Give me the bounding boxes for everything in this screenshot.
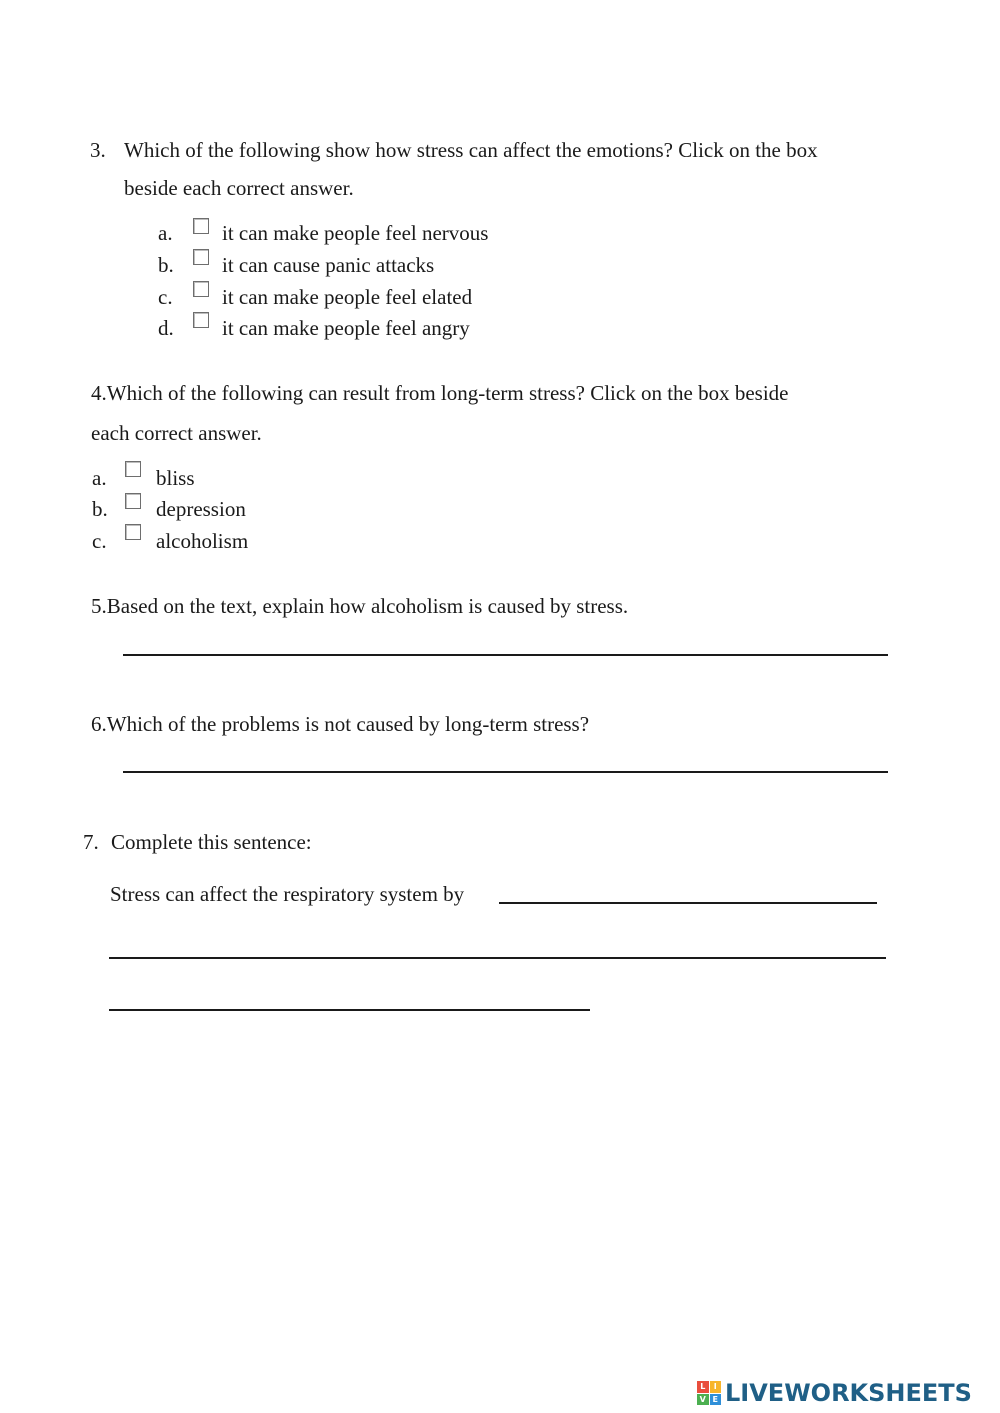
brand-name: LIVEWORKSHEETS bbox=[725, 1379, 972, 1407]
liveworksheets-logo bbox=[697, 1377, 972, 1409]
q4-option-text: bliss bbox=[156, 466, 195, 490]
q4-prompt-line2: each correct answer. bbox=[91, 421, 262, 445]
q3-option-text: it can make people feel angry bbox=[222, 316, 470, 340]
q4-option-text: alcoholism bbox=[156, 529, 249, 553]
q4-checkbox-c[interactable] bbox=[125, 524, 141, 540]
q3-option-text: it can make people feel elated bbox=[222, 285, 473, 309]
q3-option-text: it can make people feel nervous bbox=[222, 221, 489, 245]
logo-letter: L bbox=[697, 1381, 709, 1393]
q7-number: 7. bbox=[83, 830, 99, 854]
q7-answer-line-3[interactable] bbox=[109, 1009, 590, 1011]
q6-prompt: 6.Which of the problems is not caused by long-term stress? bbox=[91, 712, 590, 736]
logo-letter: E bbox=[710, 1394, 722, 1406]
logo-letter: V bbox=[697, 1394, 709, 1406]
q3-option-letter: b. bbox=[158, 253, 174, 277]
q7-sentence: Stress can affect the respiratory system by bbox=[110, 882, 465, 906]
logo-letter: I bbox=[710, 1381, 722, 1393]
q4-option-letter: c. bbox=[92, 529, 107, 553]
q3-option-letter: c. bbox=[158, 285, 173, 309]
q3-option-letter: d. bbox=[158, 316, 174, 340]
q3-option-letter: a. bbox=[158, 221, 173, 245]
q5-prompt: 5.Based on the text, explain how alcoholism is caused by stress. bbox=[91, 594, 629, 618]
q5-answer-line[interactable] bbox=[123, 654, 888, 656]
q4-option-text: depression bbox=[156, 497, 246, 521]
q3-checkbox-d[interactable] bbox=[193, 312, 209, 328]
q4-checkbox-b[interactable] bbox=[125, 493, 141, 509]
q3-option-text: it can cause panic attacks bbox=[222, 253, 435, 277]
q3-checkbox-c[interactable] bbox=[193, 281, 209, 297]
q4-option-letter: a. bbox=[92, 466, 107, 490]
liveworksheets-logo-icon bbox=[697, 1381, 721, 1405]
q4-option-letter: b. bbox=[92, 497, 108, 521]
q7-answer-line-1[interactable] bbox=[499, 902, 877, 904]
q3-prompt-line2: beside each correct answer. bbox=[124, 176, 354, 200]
q3-checkbox-a[interactable] bbox=[193, 218, 209, 234]
q3-prompt-line1: Which of the following show how stress can affect the emotions? Click on the box bbox=[124, 138, 818, 162]
q6-answer-line[interactable] bbox=[123, 771, 888, 773]
q3-number: 3. bbox=[90, 138, 106, 162]
q4-checkbox-a[interactable] bbox=[125, 461, 141, 477]
q3-checkbox-b[interactable] bbox=[193, 249, 209, 265]
q7-answer-line-2[interactable] bbox=[109, 957, 886, 959]
q7-title: Complete this sentence: bbox=[111, 830, 312, 854]
q4-prompt-line1: 4.Which of the following can result from long-term stress? Click on the box beside bbox=[91, 381, 789, 405]
